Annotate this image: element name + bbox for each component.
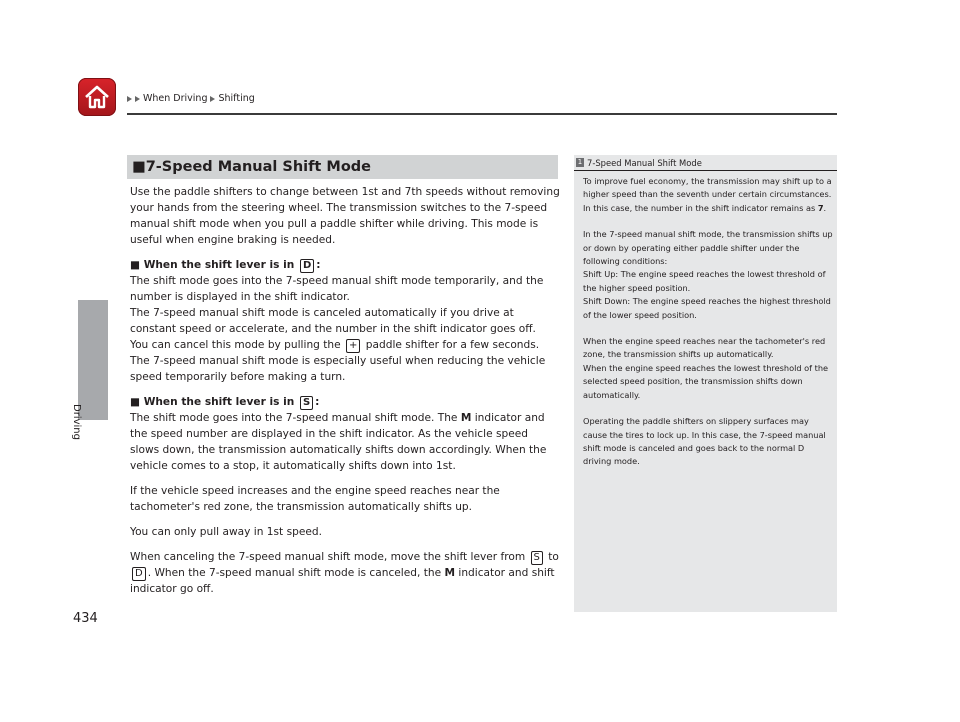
cancel-paragraph bbox=[130, 549, 560, 597]
cancel-mid: to bbox=[544, 551, 559, 563]
note-shift-down: Shift Down: The engine speed reaches the highest threshold of the lower speed position. bbox=[583, 296, 831, 320]
breadcrumb-arrow-icon bbox=[135, 96, 140, 102]
breadcrumb-arrow-icon bbox=[210, 96, 215, 102]
note-ref-icon: 1 bbox=[577, 158, 583, 166]
d-line-3 bbox=[130, 337, 560, 353]
pull-away-paragraph: You can only pull away in 1st speed. bbox=[130, 526, 322, 538]
key-s-icon: S bbox=[531, 551, 543, 565]
d-line-4: The 7-speed manual shift mode is especially useful when reducing the vehicle speed temporarily before making a turn. bbox=[130, 355, 546, 383]
breadcrumb bbox=[127, 93, 255, 104]
side-note bbox=[574, 155, 837, 612]
s-subheading-colon: : bbox=[315, 396, 320, 408]
note-p1-suffix: . bbox=[823, 202, 827, 213]
breadcrumb-item[interactable]: When Driving bbox=[143, 93, 208, 104]
note-body bbox=[583, 175, 833, 469]
cancel-mid-2: . When the 7-speed manual shift mode is canceled, the bbox=[147, 567, 445, 579]
s-paragraph-suffix: indicator and the speed number are displayed in the shift indicator. As the vehicle speed slows down, the transmission automatically shifts down accordingly. When the vehicle comes to a stop, it automatically shifts down into 1st. bbox=[130, 412, 547, 472]
breadcrumb-arrow-icon bbox=[127, 96, 132, 102]
m-indicator-text: M bbox=[444, 567, 456, 579]
header-rule bbox=[127, 113, 837, 115]
main-content bbox=[130, 184, 560, 597]
home-icon bbox=[83, 83, 111, 111]
key-plus-icon: + bbox=[346, 339, 360, 353]
m-indicator-text: M bbox=[460, 412, 472, 424]
cancel-suffix: indicator and shift indicator go off. bbox=[130, 567, 555, 595]
key-d-icon: D bbox=[132, 567, 146, 581]
cancel-prefix: When canceling the 7-speed manual shift mode, move the shift lever from bbox=[130, 551, 529, 563]
d-line-1: The shift mode goes into the 7-speed manual shift mode temporarily, and the number is displayed in the shift indicator. bbox=[130, 275, 544, 303]
note-paragraph-3b: When the engine speed reaches the lowest threshold of the selected speed position, the transmission shifts down automatically. bbox=[583, 362, 829, 400]
note-paragraph-3: When the engine speed reaches near the tachometer's red zone, the transmission shifts up automatically. bbox=[583, 336, 826, 360]
d-line-2: The 7-speed manual shift mode is canceled automatically if you drive at constant speed or accelerate, and the number in the shift indicator goes off. bbox=[130, 307, 536, 335]
breadcrumb-item[interactable]: Shifting bbox=[218, 93, 255, 104]
d-line-3-suffix: paddle shifter for a few seconds. bbox=[362, 339, 540, 351]
d-subheading-colon: : bbox=[316, 259, 321, 271]
section-heading bbox=[127, 155, 558, 179]
note-title bbox=[574, 155, 837, 171]
s-subheading bbox=[130, 394, 560, 410]
increase-paragraph: If the vehicle speed increases and the engine speed reaches near the tachometer's red zone, the transmission automatically shifts up. bbox=[130, 485, 500, 513]
note-p1-prefix: To improve fuel economy, the transmission may shift up to a higher speed than the seventh under certain circumstances. In this case, the number in the shift indicator remains as bbox=[583, 176, 832, 213]
note-paragraph-2: In the 7-speed manual shift mode, the transmission shifts up or down by operating either paddle shifter under the following conditions: bbox=[583, 229, 833, 267]
note-paragraph-1 bbox=[583, 175, 833, 215]
s-paragraph bbox=[130, 410, 560, 474]
key-d-icon: D bbox=[300, 259, 314, 273]
s-paragraph-prefix: The shift mode goes into the 7-speed manual shift mode. The bbox=[130, 412, 461, 424]
side-tab bbox=[78, 300, 108, 420]
d-subheading-text: ■ When the shift lever is in bbox=[130, 259, 298, 271]
home-button[interactable] bbox=[78, 78, 116, 116]
section-title: 7-Speed Manual Shift Mode bbox=[145, 159, 372, 175]
d-line-3-prefix: You can cancel this mode by pulling the bbox=[130, 339, 345, 351]
note-title-text: 7-Speed Manual Shift Mode bbox=[587, 157, 702, 168]
side-label: Driving bbox=[71, 404, 82, 440]
key-s-icon: S bbox=[300, 396, 313, 410]
s-subheading-text: ■ When the shift lever is in bbox=[130, 396, 298, 408]
d-subheading bbox=[130, 257, 560, 273]
note-p1-bold: 7 bbox=[817, 202, 824, 213]
note-shift-up: Shift Up: The engine speed reaches the lowest threshold of the higher speed position. bbox=[583, 269, 826, 293]
intro-paragraph: Use the paddle shifters to change between 1st and 7th speeds without removing your hands from the steering wheel. The transmission switches to the 7-speed manual shift mode when you pull a paddle shifter while driving. This mode is useful when engine braking is needed. bbox=[130, 186, 560, 246]
note-paragraph-4: Operating the paddle shifters on slippery surfaces may cause the tires to lock up. In this case, the 7-speed manual shift mode is canceled and goes back to the normal D driving mode. bbox=[583, 416, 826, 467]
section-bullet: ■ bbox=[132, 159, 146, 175]
page-number: 434 bbox=[73, 611, 98, 626]
